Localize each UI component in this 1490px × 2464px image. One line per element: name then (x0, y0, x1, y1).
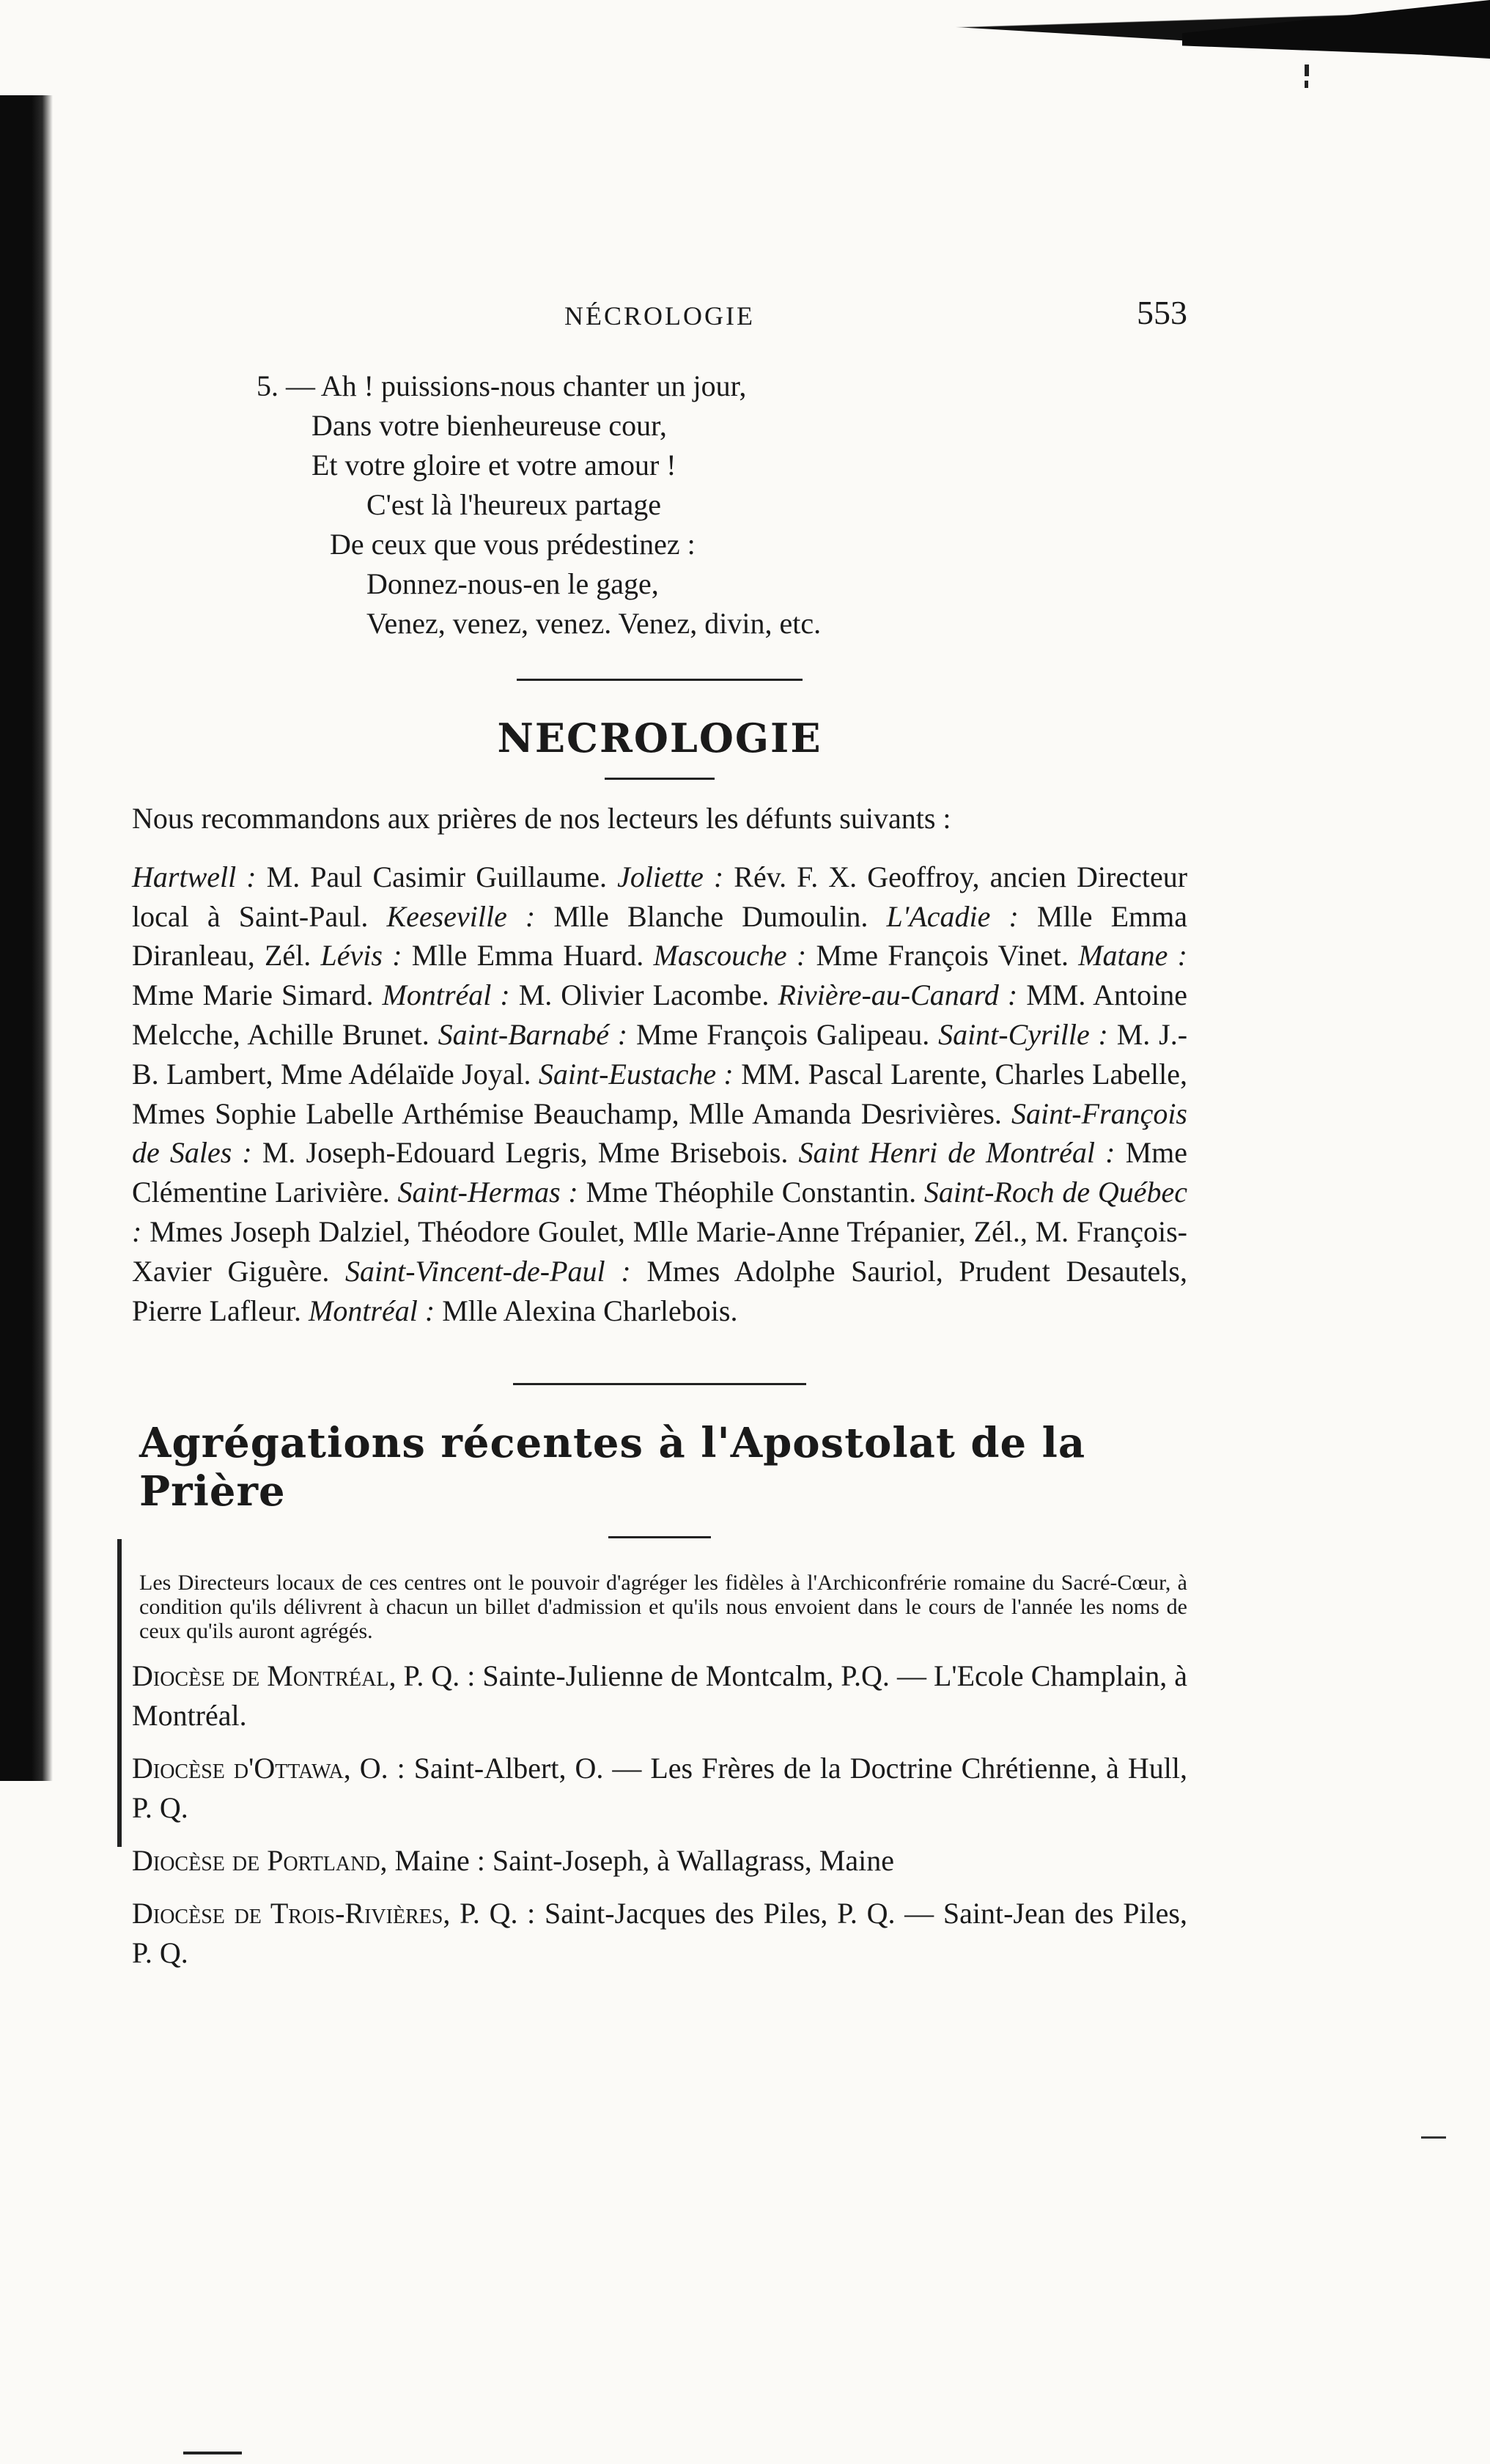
necrologie-place: Saint-François de Sales : (132, 1096, 1187, 1170)
page (132, 293, 1187, 1973)
section-divider (517, 679, 803, 681)
agregations-title: Agrégations récentes à l'Apostolat de la Prière (139, 1419, 1086, 1516)
poem-line: Dans votre bienheureuse cour, (311, 409, 667, 442)
diocese-list (132, 1656, 1187, 1973)
diocese-name: Diocèse de Portland, (132, 1844, 388, 1878)
necrologie-entries (132, 857, 1187, 1331)
necrologie-place: Lévis : (320, 939, 402, 973)
poem-line: De ceux que vous prédestinez : (330, 528, 696, 561)
necrologie-names: Mlle Blanche Dumoulin. (535, 899, 887, 933)
diocese-entry (132, 1749, 1187, 1828)
diocese-entry (132, 1894, 1187, 1973)
necrologie-place: Saint-Roch de Québec : (132, 1176, 1187, 1248)
scan-mark (1305, 64, 1309, 76)
necrologie-intro: Nous recommandons aux prières de nos lecteurs les défunts suivants : (132, 802, 951, 835)
necrologie-names: MM. Antoine Melcche, Achille Brunet. (132, 978, 1187, 1051)
necrologie-place: Saint Henri de Montréal : (798, 1136, 1115, 1170)
necrologie-names: MM. Pascal Larente, Charles Labelle, Mmes Sophie Labelle Arthémise Beauchamp, Mlle Amanda Desrivières. (132, 1057, 1187, 1130)
necrologie-names: Mme Marie Simard. (132, 978, 383, 1012)
necrologie-names: Mme François Vinet. (806, 939, 1079, 973)
agregations-note: Les Directeurs locaux de ces centres ont le pouvoir d'agréger les fidèles à l'Archiconfrérie romaine du Sacré-Cœur, à condition qu'ils délivrent à chacun un billet d'admission et qu'ils nous envoient dans le cours de l'année les noms de ceux qu'ils auront agrégés. (139, 1571, 1187, 1644)
necrologie-title: NECROLOGIE (497, 715, 822, 761)
necrologie-place: Saint-Hermas : (397, 1176, 578, 1209)
poem-line: C'est là l'heureux partage (366, 488, 662, 521)
trailing-dash (1421, 2136, 1446, 2139)
necrologie-place: Rivière-au-Canard : (778, 978, 1018, 1012)
necrologie-place: Keeseville : (386, 899, 536, 933)
necrologie-place: L'Acadie : (886, 899, 1019, 933)
necrologie-place: Matane : (1078, 939, 1188, 973)
poem-stanza (132, 366, 1187, 643)
title-underline (608, 1536, 711, 1538)
necrologie-names: Mlle Alexina Charlebois. (435, 1294, 738, 1327)
scan-edge-left-line (117, 1539, 122, 1847)
running-head (132, 293, 1187, 344)
diocese-entry (132, 1841, 1187, 1881)
page-number: 553 (1137, 294, 1187, 331)
necrologie-place: Mascouche : (653, 939, 807, 973)
necrologie-place: Saint-Vincent-de-Paul : (344, 1254, 631, 1288)
necrologie-names: M. Joseph-Edouard Legris, Mme Brisebois. (251, 1136, 799, 1170)
poem-line: Venez, venez, venez. Venez, divin, etc. (366, 607, 822, 640)
title-underline (605, 778, 715, 780)
necrologie-place: Saint-Eustache : (538, 1057, 734, 1091)
poem-line: Et votre gloire et votre amour ! (311, 449, 676, 482)
scan-edge-left (0, 95, 53, 1781)
diocese-centres: Maine : Saint-Joseph, à Wallagrass, Maine (387, 1844, 894, 1878)
scan-mark (183, 2452, 242, 2454)
necrologie-names: Mlle Emma Diranleau, Zél. (132, 899, 1188, 973)
diocese-name: Diocèse de Montréal, (132, 1659, 397, 1693)
necrologie-names: Rév. F. X. Geoffroy, ancien Directeur local à Saint-Paul. (132, 860, 1188, 933)
diocese-name: Diocèse d'Ottawa, (132, 1752, 351, 1785)
necrologie-names: Mmes Joseph Dalziel, Théodore Goulet, Mlle Marie-Anne Trépanier, Zél., M. François-Xavier Giguère. (132, 1214, 1187, 1288)
section-divider (513, 1383, 806, 1385)
necrologie-names: M. Paul Casimir Guillaume. (256, 860, 618, 893)
necrologie-names: Mme Théophile Constantin. (578, 1176, 924, 1209)
necrologie-place: Joliette : (617, 860, 724, 893)
necrologie-place: Saint-Barnabé : (438, 1017, 628, 1051)
necrologie-names: M. Olivier Lacombe. (509, 978, 778, 1012)
poem-line: Donnez-nous-en le gage, (366, 567, 659, 600)
diocese-centres: P. Q. : Sainte-Julienne de Montcalm, P.Q. — L'Ecole Champlain, à Montréal. (132, 1659, 1187, 1733)
diocese-name: Diocèse de Trois-Rivières, (132, 1897, 451, 1930)
running-head-title: NÉCROLOGIE (564, 301, 755, 331)
necrologie-names: Mme François Galipeau. (627, 1017, 939, 1051)
necrologie-place: Montréal : (309, 1294, 435, 1327)
diocese-centres: P. Q. : Saint-Jacques des Piles, P. Q. — Saint-Jean des Piles, P. Q. (132, 1897, 1187, 1970)
necrologie-place: Saint-Cyrille : (938, 1017, 1108, 1051)
scan-mark (1305, 81, 1308, 88)
diocese-centres: O. : Saint-Albert, O. — Les Frères de la Doctrine Chrétienne, à Hull, P. Q. (132, 1752, 1187, 1825)
poem-line: 5. — Ah ! puissions-nous chanter un jour, (257, 369, 747, 402)
diocese-entry (132, 1656, 1187, 1736)
necrologie-names: M. J.-B. Lambert, Mme Adélaïde Joyal. (132, 1017, 1188, 1091)
necrologie-place: Hartwell : (132, 860, 257, 893)
necrologie-place: Montréal : (382, 978, 510, 1012)
necrologie-names: Mlle Emma Huard. (402, 939, 654, 973)
necrologie-names: Mme Clémentine Larivière. (132, 1136, 1188, 1209)
necrologie-names: Mmes Adolphe Sauriol, Prudent Desautels, Pierre Lafleur. (132, 1254, 1187, 1327)
